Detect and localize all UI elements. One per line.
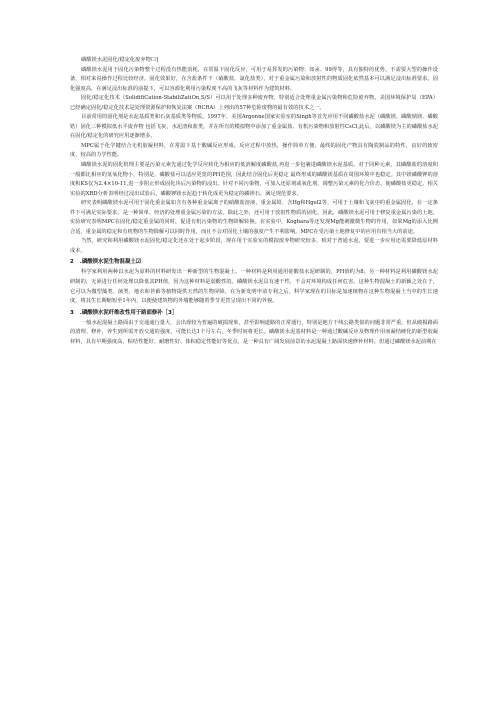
section-number: 3 bbox=[70, 309, 74, 316]
paragraph-early-stage: 当然，研究和利用磷酸镁水泥固化/稳定化还在处于起步阶段，现在用于实验室的模拟废弃物研究较多，相对于普通水泥，要进一步应用还需要降低原材料成本。 bbox=[70, 238, 438, 254]
paragraph-curing-agents: 目前常用的固化剂是水泥基质类和石灰基质类等物质。1997年，美国Argonne国家实验室的Singh等首先应用不同磷酸盐水泥（磷酸镁、磷酸钠镁、磷酸锆）固化三种模拟低水平废弃物 包括飞灰，水泥渣和盐类，并在所有的模拟物中添加了重金属盐、有机污染物和放射性CsCl,此后，以磷酸镁为主的磷酸盐水泥在固化/稳定化的研究应用逐渐增多。 bbox=[70, 114, 438, 140]
paragraph-road-repair: 一般水泥混凝土路面由于交通通行量大，会出现较为普遍的破损现象，甚至影响道路的正常通行，特别是地方干线公路类似的问题非常严重。但从破损路面的清理、修补，养生到所需开放交通的强度，可能长达1个月左右，冬季时间将更长。磷酸镁水泥基材料是一种通过酸碱反应及物理作用而凝结硬化的新型胶凝材料，具有早期强度高、粘结性能好、耐磨性好、体积稳定性能好等优点，是一种具有广阔发展前景的水泥混凝土路面快速修补材料。但通过磷酸镁水泥前期在 bbox=[70, 319, 438, 345]
section-title-text: .磷酸镁水泥纤维改性用于路面修补［3］ bbox=[79, 309, 178, 316]
section-title-text: .磷酸镁水泥生物混凝土⑵ bbox=[79, 259, 142, 266]
section-number: 2 bbox=[70, 259, 74, 266]
paragraph-mpc-solidification: 磷酸镁水泥用于固化污染物整个过程没有热能消耗，在常温下固化反应，可用于易挥发的污染物；如汞、99得等，具有独特的优势。不需要大型的操作设备，相对来说操作过程比较经济。固化效果好，在含盐条件下（硝酸盐，氯化盐类），对于重金属污染和放射性的物质固化依然基本可以满足浸出标准要求。固化强度高，在满足浸出标准的前提下，可以容源化利用污染程度不高的飞灰等材料作为建筑材料。 bbox=[70, 66, 438, 92]
section-title-bioconcrete bbox=[70, 257, 438, 268]
paragraph-heading-line: 磷酸镁水泥固化/稳定化废弃物口] bbox=[81, 57, 159, 63]
paragraph-ss-technology: 固化/稳定化技术（SolidifiCation-StabiliZatiOn,S/S）可以用于处理多种废弃物，特别适合处理重金属污染物和危险废弃物。美国环境保护局（EPA）已经确定固化/稳定化技术是处理资源保护和恢复法案（RCRA）上列出的57种危险废物的最有效的技术之一。 bbox=[70, 95, 438, 111]
paragraph-curing-mechanism: 磷酸镁水泥的固化机理主要是污染元素先通过化学反应转化为相应的低溶解度磷酸盐,再进一步包裹进磷酸镁水泥基质。对于同种元素，其磷酸盐的溶度积一般都比相应的氢氧化物小，特别是，磷酸盐可以适应更宽的PH范围，因此结合固化后更稳定 最终形成的磷酸镁基质在周围环境中也稳定。其中镁磷酸钾的溶度积KS仅为2.4×10-11,进一步阻止形成固化块后污染物的浸出。针对不同污染物，可加入还原剂或氧化剂，调整污染元素的化合价态，使磷酸盐更稳定。相关实验的XRD分析表明经过浸出试验后，磷酸钾镁水泥趋于转化成更为稳定的磷镁石，满足规范要求。 bbox=[70, 162, 438, 197]
paragraph-bioconcrete: 科学家利用两种以水泥为原料的材料研发出一种新型的生物混凝土。一种材料是利用通用硅酸盐水泥研制的，PH值约为8；另一种材料是利用磷酸镁水泥研制的，无须进行任何处理以降低其PH值，因为这种材料是弱酸性的。磷酸镁水泥具有速干性，不会对环境构成任何危害。这种生物混凝土的新颖之处在于，它可以为微型藻类、菌类、地衣和苔藓等植物提供天然的生物屏障，在为新发明申请专利之后，科学家现在的目标是加速植物在这种生物混凝土当中的生长速度，将其生长期缩短至1年内，以便使建筑物的外墙能够随着季节更替呈现出不同的外貌。 bbox=[70, 269, 438, 305]
paragraph-research-results: 研究表明磷酸镁水泥可用于固化重金属如含有各种重金属离子的硝酸盐溶液，重金属铅、含Hg和Hgel2等，可用于土壤和飞灰中的重金属固化，在一定条件下可满足实际要求，是一种简单、经济的处理重金属污染的方法。除此之外，还可用于放射性物质的固化。因此，磷酸镁水泥可用于修复重金属污染的土地，实验研究表明MPC在固化/稳定重金属的同时，促进有机污染物的生物降解转换。在实验中，Kogbara等还发现Mg能刺激微生物的作用，如果Mg的添入比例合适，重金属的稳定和有机物的生物降解可以同时作用，而且不会对固化土壤的强度产生不利影响。MPC在受污染土地修复中的应用有相当大的前途。 bbox=[70, 200, 438, 235]
document-page bbox=[70, 56, 438, 347]
paragraph-mpc-properties: MPC属于化学键结合无机胶凝材料，在常温下基于酸碱反应形成，反应过程中放热，操作简单方便，最终的固化产物具有陶瓷制品的特性，良好的致密度，较高的力学性能。 bbox=[70, 142, 438, 159]
section-title-road-repair bbox=[70, 308, 438, 319]
